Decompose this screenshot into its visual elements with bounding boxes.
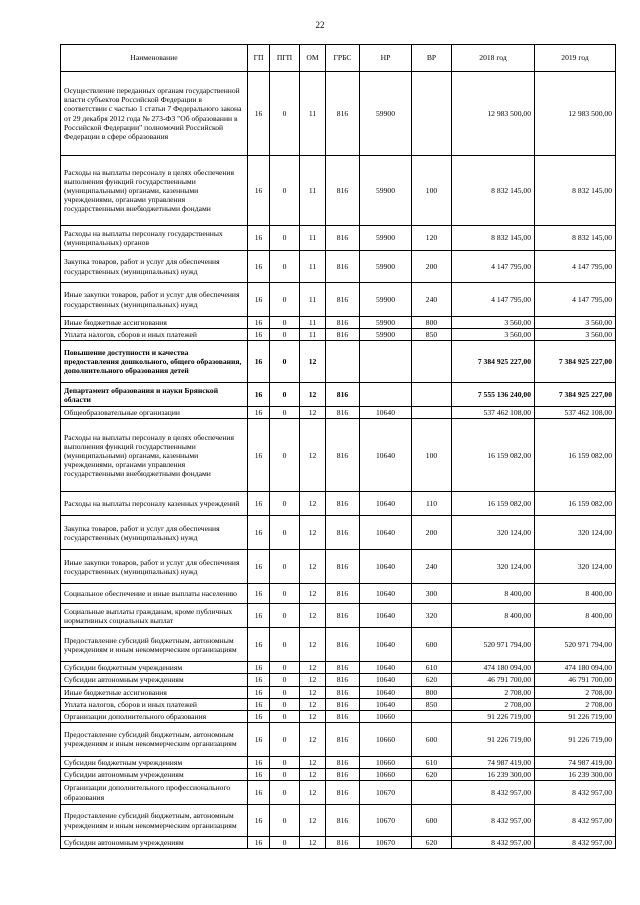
cell-gp: 16 <box>248 756 270 768</box>
cell-grbs: 816 <box>326 698 360 710</box>
cell-2019: 2 708,00 <box>535 698 616 710</box>
cell-grbs: 816 <box>326 251 360 283</box>
table-row <box>61 674 616 686</box>
cell-vr: 320 <box>412 604 452 628</box>
cell-name: Уплата налогов, сборов и иных платежей <box>61 329 248 341</box>
cell-pgp: 0 <box>270 686 300 698</box>
cell-nr: 10670 <box>360 805 412 837</box>
cell-2019: 537 462 108,00 <box>535 407 616 419</box>
cell-grbs: 816 <box>326 781 360 805</box>
cell-name: Расходы на выплаты персоналу государственных (муниципальных) органов <box>61 226 248 251</box>
cell-2019: 7 384 925 227,00 <box>535 341 616 383</box>
cell-2018: 91 226 719,00 <box>452 710 535 722</box>
cell-2019: 8 832 145,00 <box>535 226 616 251</box>
cell-2019: 320 124,00 <box>535 516 616 550</box>
cell-vr <box>412 407 452 419</box>
cell-gp: 16 <box>248 72 270 156</box>
cell-pgp: 0 <box>270 756 300 768</box>
cell-name: Организации дополнительного образования <box>61 710 248 722</box>
cell-name: Закупка товаров, работ и услуг для обеспечения государственных (муниципальных) нужд <box>61 251 248 283</box>
cell-grbs: 816 <box>326 550 360 584</box>
cell-om: 12 <box>300 805 326 837</box>
cell-gp: 16 <box>248 550 270 584</box>
cell-nr: 10640 <box>360 492 412 516</box>
header-gp: ГП <box>248 45 270 72</box>
cell-nr: 10640 <box>360 628 412 662</box>
cell-gp: 16 <box>248 226 270 251</box>
cell-2019: 74 987 419,00 <box>535 756 616 768</box>
cell-pgp: 0 <box>270 722 300 756</box>
table-row <box>61 805 616 837</box>
table-row <box>61 516 616 550</box>
cell-pgp: 0 <box>270 72 300 156</box>
cell-2018: 4 147 795,00 <box>452 283 535 317</box>
cell-2018: 3 560,00 <box>452 329 535 341</box>
cell-2018: 320 124,00 <box>452 550 535 584</box>
cell-vr: 100 <box>412 419 452 492</box>
cell-gp: 16 <box>248 341 270 383</box>
cell-pgp: 0 <box>270 662 300 674</box>
cell-nr: 59900 <box>360 329 412 341</box>
cell-name: Повышение доступности и качества предоставления дошкольного, общего образования, дополнительного образования детей <box>61 341 248 383</box>
header-2018: 2018 год <box>452 45 535 72</box>
cell-grbs: 816 <box>326 768 360 780</box>
cell-vr: 850 <box>412 329 452 341</box>
cell-vr: 100 <box>412 156 452 226</box>
table-row <box>61 492 616 516</box>
budget-table <box>60 44 616 849</box>
header-pgp: ПГП <box>270 45 300 72</box>
cell-gp: 16 <box>248 768 270 780</box>
cell-vr: 300 <box>412 584 452 604</box>
cell-pgp: 0 <box>270 492 300 516</box>
cell-name: Иные бюджетные ассигнования <box>61 317 248 329</box>
cell-vr: 610 <box>412 756 452 768</box>
cell-om: 12 <box>300 341 326 383</box>
cell-nr: 10640 <box>360 516 412 550</box>
cell-pgp: 0 <box>270 383 300 407</box>
cell-pgp: 0 <box>270 674 300 686</box>
table-row <box>61 329 616 341</box>
cell-vr: 620 <box>412 837 452 849</box>
cell-2019: 4 147 795,00 <box>535 251 616 283</box>
cell-2019: 3 560,00 <box>535 329 616 341</box>
cell-grbs: 816 <box>326 383 360 407</box>
cell-2019: 4 147 795,00 <box>535 283 616 317</box>
cell-pgp: 0 <box>270 710 300 722</box>
cell-grbs: 816 <box>326 674 360 686</box>
table-row <box>61 710 616 722</box>
cell-om: 11 <box>300 329 326 341</box>
cell-nr: 59900 <box>360 283 412 317</box>
cell-name: Расходы на выплаты персоналу в целях обеспечения выполнения функций государственными (муниципальными) органами, казенными учреждениями, органами управления государственными внебюджетными фондами <box>61 419 248 492</box>
cell-grbs: 816 <box>326 329 360 341</box>
cell-2018: 8 400,00 <box>452 584 535 604</box>
cell-grbs: 816 <box>326 516 360 550</box>
cell-nr: 59900 <box>360 226 412 251</box>
cell-name: Расходы на выплаты персоналу казенных учреждений <box>61 492 248 516</box>
table-row <box>61 768 616 780</box>
cell-pgp: 0 <box>270 628 300 662</box>
cell-gp: 16 <box>248 492 270 516</box>
cell-2019: 91 226 719,00 <box>535 722 616 756</box>
table-row <box>61 686 616 698</box>
cell-2019: 91 226 719,00 <box>535 710 616 722</box>
header-name: Наименование <box>61 45 248 72</box>
cell-2019: 16 159 082,00 <box>535 419 616 492</box>
table-row <box>61 317 616 329</box>
cell-grbs: 816 <box>326 584 360 604</box>
cell-gp: 16 <box>248 516 270 550</box>
cell-name: Социальное обеспечение и иные выплаты населению <box>61 584 248 604</box>
cell-name: Предоставление субсидий бюджетным, автономным учреждениям и иным некоммерческим организациям <box>61 628 248 662</box>
cell-pgp: 0 <box>270 226 300 251</box>
cell-nr: 59900 <box>360 317 412 329</box>
cell-2018: 16 159 082,00 <box>452 419 535 492</box>
cell-2018: 320 124,00 <box>452 516 535 550</box>
cell-nr: 10670 <box>360 781 412 805</box>
table-row <box>61 584 616 604</box>
cell-2018: 537 462 108,00 <box>452 407 535 419</box>
table-row <box>61 837 616 849</box>
cell-2018: 7 555 136 240,00 <box>452 383 535 407</box>
cell-gp: 16 <box>248 662 270 674</box>
cell-name: Департамент образования и науки Брянской области <box>61 383 248 407</box>
cell-om: 12 <box>300 674 326 686</box>
header-2019: 2019 год <box>535 45 616 72</box>
cell-2018: 474 180 094,00 <box>452 662 535 674</box>
table-row <box>61 698 616 710</box>
table-row <box>61 383 616 407</box>
cell-pgp: 0 <box>270 407 300 419</box>
cell-name: Субсидии автономным учреждениям <box>61 768 248 780</box>
cell-name: Иные закупки товаров, работ и услуг для обеспечения государственных (муниципальных) нужд <box>61 283 248 317</box>
cell-grbs: 816 <box>326 837 360 849</box>
cell-vr <box>412 383 452 407</box>
cell-2018: 8 432 957,00 <box>452 837 535 849</box>
table-row <box>61 628 616 662</box>
cell-gp: 16 <box>248 722 270 756</box>
cell-pgp: 0 <box>270 341 300 383</box>
cell-om: 12 <box>300 722 326 756</box>
table-row <box>61 72 616 156</box>
cell-gp: 16 <box>248 283 270 317</box>
cell-nr: 10640 <box>360 662 412 674</box>
cell-grbs: 816 <box>326 722 360 756</box>
cell-nr: 10660 <box>360 722 412 756</box>
cell-name: Иные бюджетные ассигнования <box>61 686 248 698</box>
cell-nr: 10640 <box>360 686 412 698</box>
table-row <box>61 226 616 251</box>
cell-nr: 59900 <box>360 251 412 283</box>
table-row <box>61 156 616 226</box>
header-vr: ВР <box>412 45 452 72</box>
cell-2019: 320 124,00 <box>535 550 616 584</box>
cell-om: 11 <box>300 72 326 156</box>
cell-gp: 16 <box>248 604 270 628</box>
cell-2018: 16 239 300,00 <box>452 768 535 780</box>
cell-pgp: 0 <box>270 768 300 780</box>
cell-nr: 10660 <box>360 768 412 780</box>
cell-vr: 850 <box>412 698 452 710</box>
cell-vr: 800 <box>412 686 452 698</box>
cell-2019: 8 432 957,00 <box>535 837 616 849</box>
table-row <box>61 722 616 756</box>
cell-2019: 12 983 500,00 <box>535 72 616 156</box>
cell-grbs: 816 <box>326 419 360 492</box>
cell-vr <box>412 710 452 722</box>
cell-om: 12 <box>300 584 326 604</box>
page-number: 22 <box>315 20 325 30</box>
cell-grbs: 816 <box>326 407 360 419</box>
cell-pgp: 0 <box>270 516 300 550</box>
cell-vr <box>412 341 452 383</box>
cell-pgp: 0 <box>270 317 300 329</box>
cell-gp: 16 <box>248 674 270 686</box>
cell-2018: 8 832 145,00 <box>452 156 535 226</box>
cell-om: 12 <box>300 768 326 780</box>
cell-vr: 600 <box>412 722 452 756</box>
cell-pgp: 0 <box>270 156 300 226</box>
cell-2019: 8 400,00 <box>535 604 616 628</box>
cell-gp: 16 <box>248 710 270 722</box>
cell-name: Предоставление субсидий бюджетным, автономным учреждениям и иным некоммерческим организациям <box>61 722 248 756</box>
cell-grbs: 816 <box>326 283 360 317</box>
cell-name: Организации дополнительного профессионального образования <box>61 781 248 805</box>
cell-2019: 16 239 300,00 <box>535 768 616 780</box>
cell-2018: 8 400,00 <box>452 604 535 628</box>
cell-gp: 16 <box>248 584 270 604</box>
cell-2018: 3 560,00 <box>452 317 535 329</box>
cell-vr <box>412 781 452 805</box>
cell-2018: 2 708,00 <box>452 686 535 698</box>
cell-vr <box>412 72 452 156</box>
cell-pgp: 0 <box>270 251 300 283</box>
cell-nr: 10640 <box>360 550 412 584</box>
cell-gp: 16 <box>248 686 270 698</box>
cell-vr: 620 <box>412 768 452 780</box>
cell-vr: 620 <box>412 674 452 686</box>
cell-2019: 2 708,00 <box>535 686 616 698</box>
header-nr: НР <box>360 45 412 72</box>
cell-pgp: 0 <box>270 837 300 849</box>
cell-2019: 16 159 082,00 <box>535 492 616 516</box>
cell-nr: 59900 <box>360 156 412 226</box>
table-row <box>61 407 616 419</box>
cell-2018: 74 987 419,00 <box>452 756 535 768</box>
cell-gp: 16 <box>248 251 270 283</box>
cell-2019: 8 432 957,00 <box>535 805 616 837</box>
cell-nr: 10640 <box>360 604 412 628</box>
table-body <box>61 72 616 849</box>
cell-vr: 110 <box>412 492 452 516</box>
cell-gp: 16 <box>248 628 270 662</box>
cell-nr: 10670 <box>360 837 412 849</box>
cell-grbs: 816 <box>326 604 360 628</box>
table-row <box>61 550 616 584</box>
cell-om: 12 <box>300 710 326 722</box>
table-row <box>61 283 616 317</box>
cell-gp: 16 <box>248 407 270 419</box>
cell-2018: 12 983 500,00 <box>452 72 535 156</box>
cell-om: 11 <box>300 317 326 329</box>
cell-2019: 3 560,00 <box>535 317 616 329</box>
cell-grbs: 816 <box>326 662 360 674</box>
cell-nr: 10640 <box>360 407 412 419</box>
cell-name: Субсидии бюджетным учреждениям <box>61 662 248 674</box>
cell-grbs: 816 <box>326 226 360 251</box>
cell-pgp: 0 <box>270 805 300 837</box>
cell-om: 12 <box>300 516 326 550</box>
cell-om: 11 <box>300 226 326 251</box>
cell-om: 11 <box>300 156 326 226</box>
cell-2018: 7 384 925 227,00 <box>452 341 535 383</box>
cell-name: Закупка товаров, работ и услуг для обеспечения государственных (муниципальных) нужд <box>61 516 248 550</box>
cell-grbs: 816 <box>326 492 360 516</box>
cell-name: Общеобразовательные организации <box>61 407 248 419</box>
cell-name: Субсидии бюджетным учреждениям <box>61 756 248 768</box>
table-header-row <box>61 45 616 72</box>
table-row <box>61 604 616 628</box>
cell-gp: 16 <box>248 383 270 407</box>
cell-2019: 8 400,00 <box>535 584 616 604</box>
cell-name: Субсидии автономным учреждениям <box>61 674 248 686</box>
cell-pgp: 0 <box>270 419 300 492</box>
cell-nr: 10640 <box>360 584 412 604</box>
cell-om: 11 <box>300 251 326 283</box>
cell-name: Расходы на выплаты персоналу в целях обеспечения выполнения функций государственными (муниципальными) органами, казенными учреждениями, органами управления государственными внебюджетными фондами <box>61 156 248 226</box>
cell-grbs: 816 <box>326 72 360 156</box>
cell-vr: 600 <box>412 628 452 662</box>
cell-nr: 10660 <box>360 710 412 722</box>
cell-vr: 240 <box>412 550 452 584</box>
cell-om: 12 <box>300 756 326 768</box>
table-row <box>61 341 616 383</box>
cell-pgp: 0 <box>270 283 300 317</box>
table-row <box>61 662 616 674</box>
cell-vr: 800 <box>412 317 452 329</box>
cell-2018: 520 971 794,00 <box>452 628 535 662</box>
cell-om: 12 <box>300 686 326 698</box>
cell-vr: 200 <box>412 251 452 283</box>
cell-grbs <box>326 341 360 383</box>
cell-nr <box>360 383 412 407</box>
cell-grbs: 816 <box>326 710 360 722</box>
cell-om: 12 <box>300 550 326 584</box>
cell-vr: 120 <box>412 226 452 251</box>
cell-nr: 10640 <box>360 419 412 492</box>
cell-grbs: 816 <box>326 805 360 837</box>
cell-om: 11 <box>300 283 326 317</box>
cell-2018: 8 432 957,00 <box>452 805 535 837</box>
cell-grbs: 816 <box>326 317 360 329</box>
cell-pgp: 0 <box>270 550 300 584</box>
cell-gp: 16 <box>248 419 270 492</box>
cell-pgp: 0 <box>270 781 300 805</box>
cell-2019: 46 791 700,00 <box>535 674 616 686</box>
cell-gp: 16 <box>248 317 270 329</box>
cell-om: 12 <box>300 383 326 407</box>
cell-vr: 200 <box>412 516 452 550</box>
cell-name: Иные закупки товаров, работ и услуг для обеспечения государственных (муниципальных) нужд <box>61 550 248 584</box>
cell-2018: 16 159 082,00 <box>452 492 535 516</box>
cell-gp: 16 <box>248 698 270 710</box>
cell-2018: 91 226 719,00 <box>452 722 535 756</box>
cell-name: Уплата налогов, сборов и иных платежей <box>61 698 248 710</box>
table-row <box>61 781 616 805</box>
table-row <box>61 419 616 492</box>
cell-nr: 10640 <box>360 698 412 710</box>
cell-name: Социальные выплаты гражданам, кроме публичных нормативных социальных выплат <box>61 604 248 628</box>
cell-2019: 7 384 925 227,00 <box>535 383 616 407</box>
cell-nr <box>360 341 412 383</box>
header-grbs: ГРБС <box>326 45 360 72</box>
cell-2019: 8 432 957,00 <box>535 781 616 805</box>
cell-grbs: 816 <box>326 756 360 768</box>
cell-nr: 10640 <box>360 674 412 686</box>
cell-2019: 520 971 794,00 <box>535 628 616 662</box>
cell-grbs: 816 <box>326 156 360 226</box>
cell-om: 12 <box>300 407 326 419</box>
cell-om: 12 <box>300 662 326 674</box>
cell-om: 12 <box>300 604 326 628</box>
table-row <box>61 756 616 768</box>
cell-gp: 16 <box>248 329 270 341</box>
cell-2018: 8 832 145,00 <box>452 226 535 251</box>
cell-gp: 16 <box>248 156 270 226</box>
cell-om: 12 <box>300 419 326 492</box>
cell-name: Субсидии автономным учреждениям <box>61 837 248 849</box>
cell-vr: 240 <box>412 283 452 317</box>
cell-om: 12 <box>300 781 326 805</box>
cell-name: Осуществление переданных органам государственной власти субъектов Российской Федерации в соответствии с частью 1 статьи 7 Федерального закона от 29 декабря 2012 года № 273-ФЗ "Об образовании в Российской Федерации" полномочий Российской Федерации в сфере образования <box>61 72 248 156</box>
cell-gp: 16 <box>248 781 270 805</box>
cell-2018: 4 147 795,00 <box>452 251 535 283</box>
cell-vr: 610 <box>412 662 452 674</box>
cell-name: Предоставление субсидий бюджетным, автономным учреждениям и иным некоммерческим организациям <box>61 805 248 837</box>
cell-2018: 46 791 700,00 <box>452 674 535 686</box>
cell-2019: 474 180 094,00 <box>535 662 616 674</box>
cell-2018: 2 708,00 <box>452 698 535 710</box>
header-om: ОМ <box>300 45 326 72</box>
cell-om: 12 <box>300 628 326 662</box>
cell-grbs: 816 <box>326 628 360 662</box>
cell-om: 12 <box>300 837 326 849</box>
cell-nr: 10660 <box>360 756 412 768</box>
cell-gp: 16 <box>248 837 270 849</box>
cell-pgp: 0 <box>270 604 300 628</box>
cell-gp: 16 <box>248 805 270 837</box>
cell-om: 12 <box>300 492 326 516</box>
cell-pgp: 0 <box>270 329 300 341</box>
cell-om: 12 <box>300 698 326 710</box>
cell-grbs: 816 <box>326 686 360 698</box>
cell-2018: 8 432 957,00 <box>452 781 535 805</box>
cell-2019: 8 832 145,00 <box>535 156 616 226</box>
cell-pgp: 0 <box>270 698 300 710</box>
cell-pgp: 0 <box>270 584 300 604</box>
table-row <box>61 251 616 283</box>
cell-vr: 600 <box>412 805 452 837</box>
cell-nr: 59900 <box>360 72 412 156</box>
